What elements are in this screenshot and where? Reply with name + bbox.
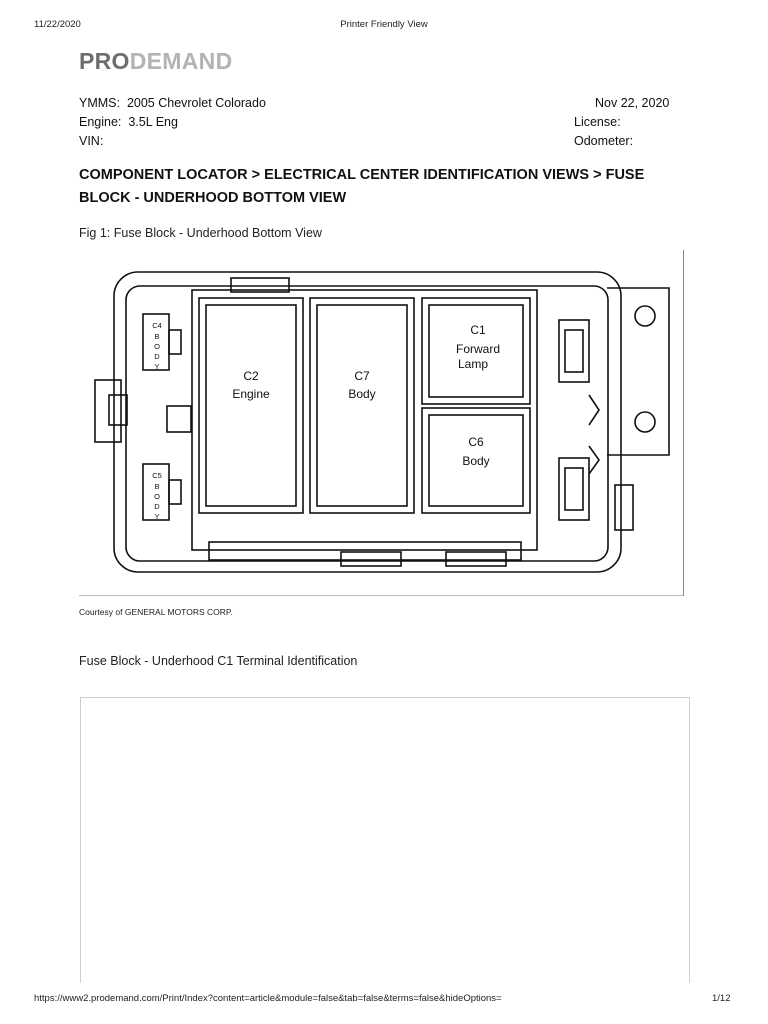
- connector-c2-inner: [206, 305, 296, 506]
- label-c5-o: O: [154, 492, 160, 501]
- right-latch-2: [589, 446, 599, 474]
- right-latch-1: [589, 395, 599, 425]
- page-title-line2: BLOCK - UNDERHOOD BOTTOM VIEW: [79, 190, 347, 206]
- odometer-label: Odometer:: [574, 134, 634, 148]
- right-clip: [615, 485, 633, 530]
- logo-demand: DEMAND: [129, 48, 233, 74]
- footer-page-number: 1/12: [712, 993, 731, 1004]
- bottom-rail: [209, 542, 521, 560]
- figure-caption: Fig 1: Fuse Block - Underhood Bottom View: [79, 226, 322, 240]
- label-c2-sub: Engine: [232, 387, 270, 401]
- vin-label: VIN:: [79, 134, 104, 148]
- connector-c5-tab: [169, 480, 181, 504]
- ymms-row: [79, 94, 266, 113]
- right-connector-top-inner: [565, 330, 583, 372]
- connector-c7-inner: [317, 305, 407, 506]
- bottom-tab-2: [446, 552, 506, 566]
- page-title-line1: COMPONENT LOCATOR > ELECTRICAL CENTER IDENTIFICATION VIEWS > FUSE: [79, 167, 645, 183]
- fuse-block-drawing: [79, 250, 683, 595]
- bottom-tab-1: [341, 552, 401, 566]
- label-c5-b: B: [154, 482, 160, 491]
- label-c5-d: D: [154, 502, 160, 511]
- label-c4: C4: [152, 321, 162, 330]
- logo-pro: PRO: [79, 48, 130, 74]
- mount-hole-top: [635, 306, 655, 326]
- label-c6-sub: Body: [462, 454, 490, 468]
- terminal-table-placeholder: [80, 697, 690, 983]
- ymms-label: YMMS:: [79, 96, 120, 110]
- left-clip: [95, 380, 121, 442]
- connector-c4-tab: [169, 330, 181, 354]
- left-clip-inner: [109, 395, 127, 425]
- vehicle-info: [79, 94, 266, 151]
- figure-courtesy: Courtesy of GENERAL MOTORS CORP.: [79, 607, 233, 617]
- prodemand-logo: [79, 48, 233, 75]
- engine-value: 3.5L Eng: [128, 115, 178, 129]
- right-connector-bottom-inner: [565, 468, 583, 510]
- mount-hole-bottom: [635, 412, 655, 432]
- page-title: [79, 164, 644, 210]
- vehicle-info-right: [574, 94, 669, 151]
- housing-outer: [114, 272, 621, 572]
- license-label: License:: [574, 115, 621, 129]
- label-c4-d: D: [154, 352, 160, 361]
- label-c4-y: Y: [154, 362, 160, 371]
- print-date: 11/22/2020: [34, 19, 81, 30]
- label-c4-o: O: [154, 342, 160, 351]
- vin-row: [79, 132, 266, 151]
- center-latch: [167, 406, 191, 432]
- report-date: Nov 22, 2020: [595, 96, 670, 110]
- label-c1: C1: [470, 323, 486, 337]
- engine-row: [79, 113, 266, 132]
- connector-c7: [310, 298, 414, 513]
- print-title: Printer Friendly View: [340, 19, 428, 30]
- label-c4-b: B: [154, 332, 160, 341]
- engine-label: Engine:: [79, 115, 122, 129]
- label-c7: C7: [354, 369, 370, 383]
- label-c5-y: Y: [154, 512, 160, 521]
- label-c2: C2: [243, 369, 259, 383]
- label-c5: C5: [152, 471, 162, 480]
- fuse-block-diagram: [79, 250, 684, 596]
- label-c1-sub1: Forward: [455, 342, 501, 356]
- label-c1-sub2: Lamp: [457, 357, 489, 371]
- connector-c2: [199, 298, 303, 513]
- ymms-value: 2005 Chevrolet Colorado: [126, 96, 266, 110]
- footer-url: https://www2.prodemand.com/Print/Index?content=article&module=false&tab=false&terms=false&hideOptions=: [34, 993, 502, 1004]
- label-c6: C6: [468, 435, 484, 449]
- section-title-c1-terminal: Fuse Block - Underhood C1 Terminal Identification: [79, 654, 358, 668]
- label-c7-sub: Body: [348, 387, 376, 401]
